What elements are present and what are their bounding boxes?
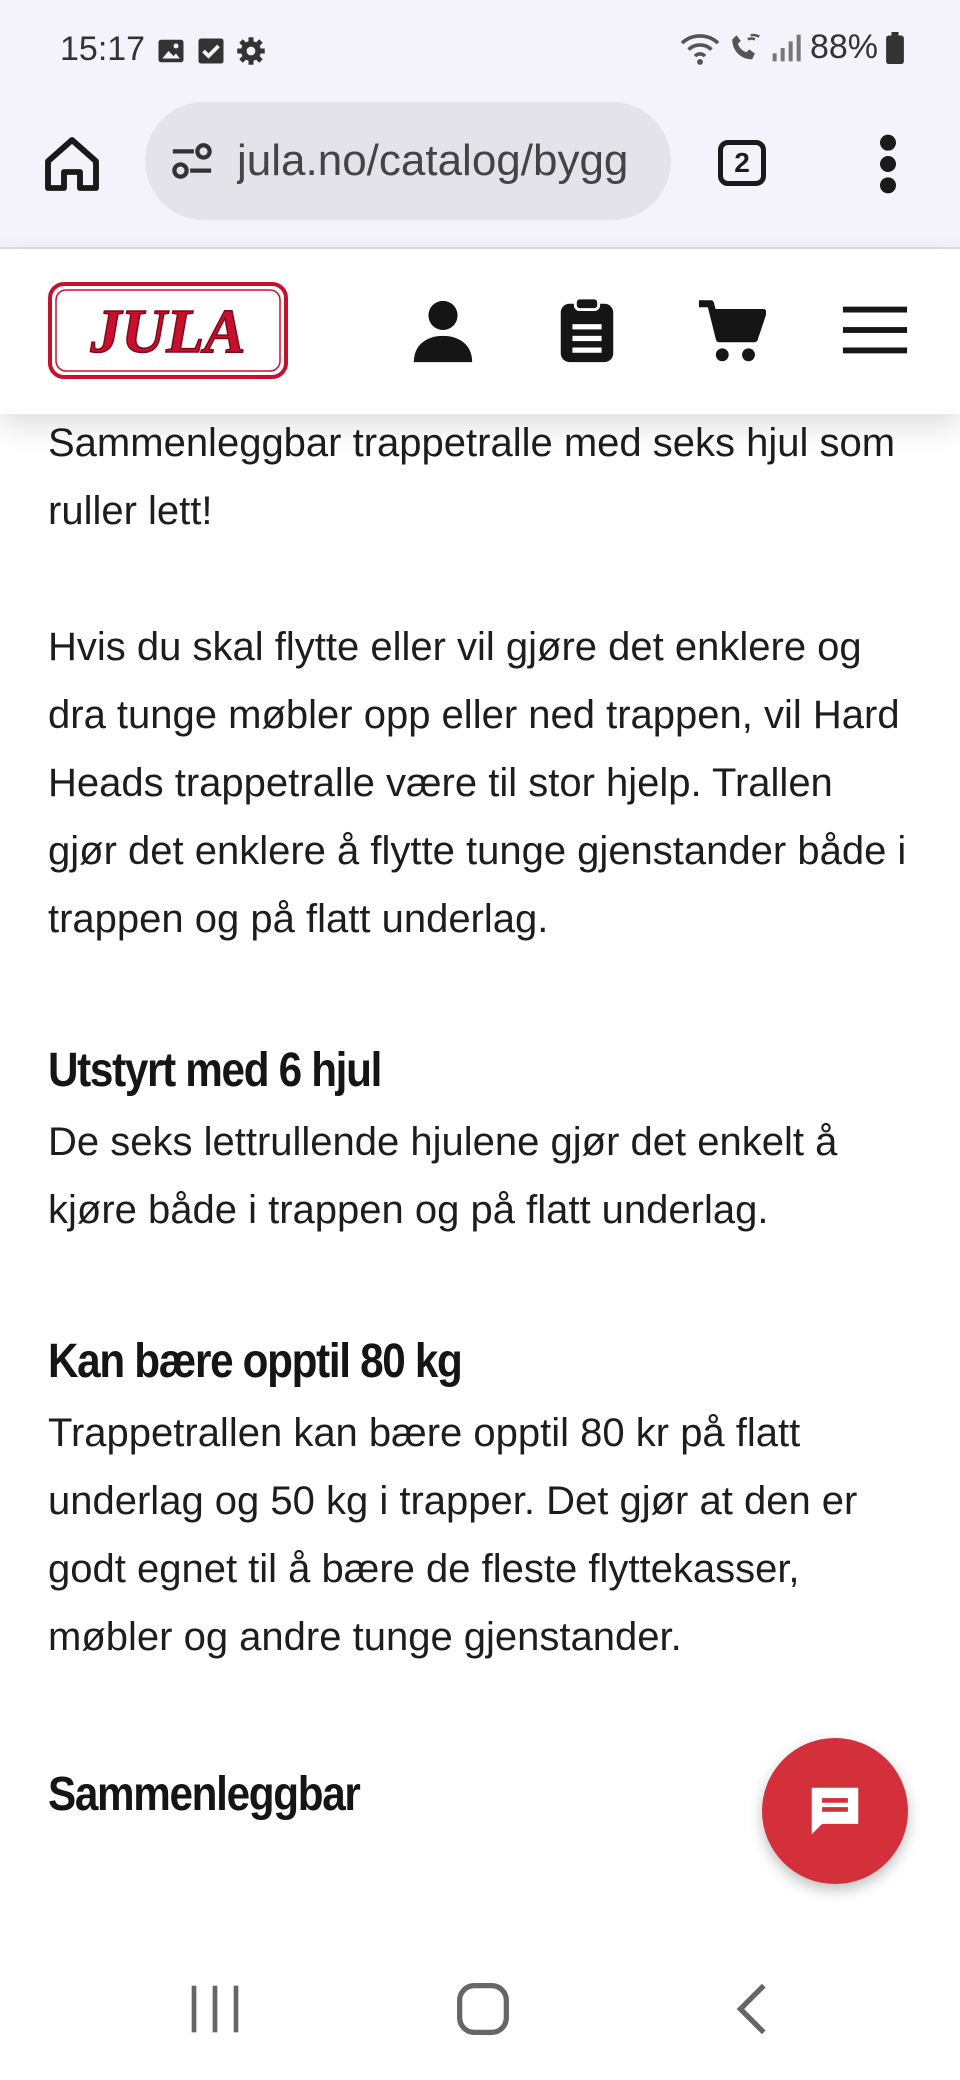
section-text: De seks lettrullende hjulene gjør det enkelt å kjøre både i trappen og på flatt underlag. bbox=[48, 1120, 838, 1232]
wifi-calling-icon bbox=[728, 31, 762, 65]
chat-icon bbox=[804, 1780, 866, 1842]
browser-toolbar bbox=[0, 100, 960, 249]
product-description bbox=[48, 414, 918, 1934]
clipboard-icon[interactable] bbox=[552, 295, 622, 365]
site-header bbox=[0, 249, 960, 414]
check-square-icon bbox=[196, 36, 226, 66]
chat-button[interactable] bbox=[762, 1738, 908, 1884]
section-text: Trappetrallen kan bære opptil 80 kr på flatt underlag og 50 kg i trapper. Det gjør at den er godt egnet til å bære de fleste flyttekasser, møbler og andre tunge gjenstander. bbox=[48, 1411, 858, 1659]
section-heading: Utstyrt med 6 hjul bbox=[48, 1044, 381, 1097]
site-settings-icon[interactable] bbox=[169, 138, 215, 184]
account-icon[interactable] bbox=[408, 295, 478, 365]
more-options-icon[interactable] bbox=[872, 132, 904, 196]
status-time: 15:17 bbox=[60, 30, 146, 68]
home-nav-icon[interactable] bbox=[448, 1974, 518, 2044]
section-heading: Kan bære opptil 80 kg bbox=[48, 1335, 462, 1388]
home-icon[interactable] bbox=[40, 132, 104, 196]
image-icon bbox=[156, 36, 186, 66]
recent-apps-icon[interactable] bbox=[180, 1974, 250, 2044]
hamburger-menu-icon[interactable] bbox=[840, 295, 910, 365]
wifi-icon bbox=[680, 30, 720, 66]
signal-icon bbox=[770, 32, 802, 64]
tab-switcher-button[interactable]: 2 bbox=[718, 140, 766, 186]
cart-icon[interactable] bbox=[696, 295, 766, 365]
status-bar bbox=[0, 0, 960, 100]
svg-text:JULA: JULA bbox=[90, 298, 246, 366]
navigation-bar bbox=[0, 1934, 960, 2080]
battery-percent: 88% bbox=[809, 28, 878, 66]
jula-logo[interactable] bbox=[48, 282, 288, 379]
description-paragraph: Hvis du skal flytte eller vil gjøre det enklere og dra tunge møbler opp eller ned trappen, vil Hard Heads trappetralle være til stor hjelp. Trallen gjør det enklere å flytte tunge gjenstander både i trappen og på flatt underlag. bbox=[48, 625, 907, 941]
address-bar[interactable] bbox=[145, 102, 671, 220]
gear-icon bbox=[236, 36, 266, 66]
section-heading: Sammenleggbar bbox=[48, 1768, 360, 1821]
intro-text: Sammenleggbar trappetralle med seks hjul som ruller lett! bbox=[48, 421, 896, 533]
back-icon[interactable] bbox=[720, 1974, 790, 2044]
battery-icon bbox=[886, 32, 904, 64]
url-text[interactable]: jula.no/catalog/bygg bbox=[237, 136, 629, 185]
